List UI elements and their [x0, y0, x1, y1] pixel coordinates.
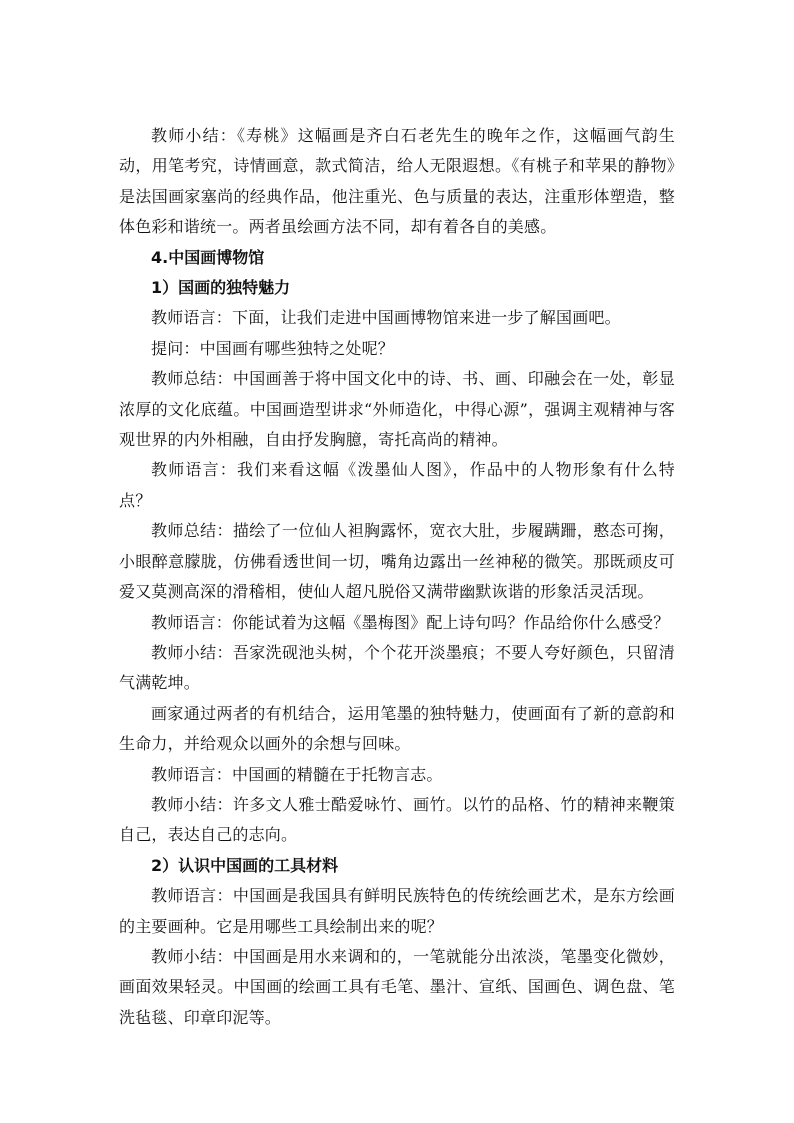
paragraph-shoutao-summary: 教师小结：《寿桃》这幅画是齐白石老先生的晚年之作，这幅画气韵生动，用笔考究，诗情画意，款式简洁，给人无限遐想。《有桃子和苹果的静物》是法国画家塞尚的经典作品，他注重光、色与质量的表达，注重形体塑造，整体色彩和谐统一。两者虽绘画方法不同，却有着各自的美感。 — [119, 126, 675, 237]
subsection-heading-tools: 2）认识中国画的工具材料 — [151, 855, 339, 875]
paragraph-teacher-intro: 教师语言：下面，让我们走进中国画博物馆来进一步了解国画吧。 — [151, 308, 621, 328]
paragraph-essence: 教师语言：中国画的精髓在于托物言志。 — [151, 764, 443, 784]
paragraph-tools-question: 教师语言：中国画是我国具有鲜明民族特色的传统绘画艺术，是东方绘画的主要画种。它是用哪些工具绘制出来的呢？ — [119, 886, 675, 936]
paragraph-pomo-question: 教师语言：我们来看这幅《泼墨仙人图》，作品中的人物形象有什么特点？ — [119, 460, 675, 510]
paragraph-pomo-summary: 教师总结：描绘了一位仙人袒胸露怀，宽衣大肚，步履蹒跚，憨态可掬，小眼醉意朦胧，仿佛看透世间一切，嘴角边露出一丝神秘的微笑。那既顽皮可爱又莫测高深的滑稽相，使仙人超凡脱俗又满带幽默诙谐的形象活灵活现。 — [119, 521, 675, 602]
subsection-heading-charm: 1）国画的独特魅力 — [151, 278, 291, 298]
paragraph-poem-summary: 教师小结：吾家洗砚池头树，个个花开淡墨痕；不要人夸好颜色，只留清气满乾坤。 — [119, 642, 675, 693]
paragraph-question: 提问：中国画有哪些独特之处呢？ — [151, 338, 395, 358]
section-heading-museum: 4.中国画博物馆 — [151, 247, 265, 267]
paragraph-meimei-question: 教师语言：你能试着为这幅《墨梅图》配上诗句吗？作品给你什么感受？ — [151, 612, 670, 632]
paragraph-combination: 画家通过两者的有机结合，运用笔墨的独特魅力，使画面有了新的意韵和生命力，并给观众以画外的余想与回味。 — [119, 703, 675, 754]
document-body — [119, 121, 675, 1033]
paragraph-bamboo-summary: 教师小结：许多文人雅士酷爱咏竹、画竹。以竹的品格、竹的精神来鞭策自己，表达自己的志向。 — [119, 794, 675, 845]
paragraph-tools-summary: 教师小结：中国画是用水来调和的，一笔就能分出浓淡，笔墨变化微妙，画面效果轻灵。中国画的绘画工具有毛笔、墨汁、宣纸、国画色、调色盘、笔洗毡毯、印章印泥等。 — [119, 946, 675, 1027]
paragraph-culture-summary: 教师总结：中国画善于将中国文化中的诗、书、画、印融会在一处，彰显浓厚的文化底蕴。中国画造型讲求“外师造化，中得心源”，强调主观精神与客观世界的内外相融，自由抒发胸臆，寄托高尚的精神。 — [119, 369, 675, 450]
